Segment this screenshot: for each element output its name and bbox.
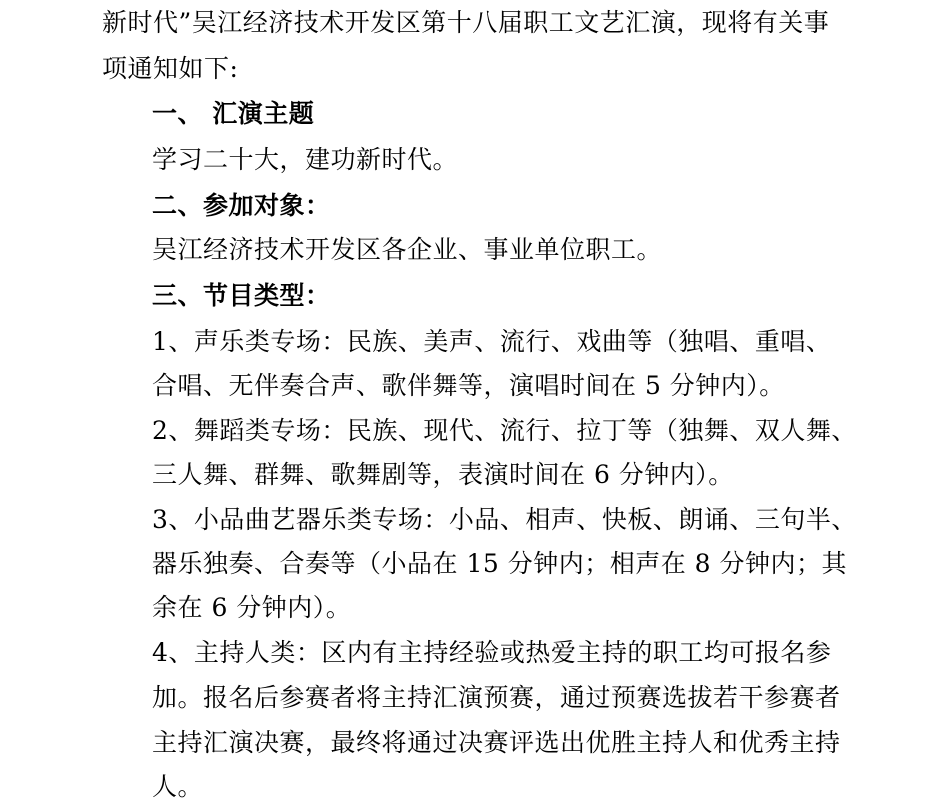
program-item-host-line-2: 加。报名后参赛者将主持汇演预赛，通过预赛选拔若干参赛者 bbox=[152, 683, 841, 712]
section-heading-program-types: 三、节目类型： bbox=[152, 281, 331, 310]
program-item-skit-line-1: 3、小品曲艺器乐类专场：小品、相声、快板、朗诵、三句半、 bbox=[152, 505, 857, 534]
program-item-dance-line-2: 三人舞、群舞、歌舞剧等，表演时间在 6 分钟内）。 bbox=[152, 460, 734, 489]
section-text-theme: 学习二十大，建功新时代。 bbox=[152, 145, 459, 174]
program-item-skit-line-2: 器乐独奏、合奏等（小品在 15 分钟内；相声在 8 分钟内；其 bbox=[152, 549, 848, 578]
program-item-vocal-line-1: 1、声乐类专场：民族、美声、流行、戏曲等（独唱、重唱、 bbox=[152, 327, 832, 356]
program-item-vocal-line-2: 合唱、无伴奏合声、歌伴舞等，演唱时间在 5 分钟内）。 bbox=[152, 371, 785, 400]
section-heading-theme: 一、 汇演主题 bbox=[152, 99, 315, 128]
program-item-host-line-3: 主持汇演决赛，最终将通过决赛评选出优胜主持人和优秀主持 bbox=[152, 728, 841, 757]
program-item-host-line-1: 4、主持人类：区内有主持经验或热爱主持的职工均可报名参 bbox=[152, 638, 832, 667]
program-item-skit-line-3: 余在 6 分钟内）。 bbox=[152, 593, 352, 622]
section-heading-participants: 二、参加对象： bbox=[152, 191, 331, 220]
section-text-participants: 吴江经济技术开发区各企业、事业单位职工。 bbox=[152, 235, 663, 264]
intro-line-1: 新时代”吴江经济技术开发区第十八届职工文艺汇演，现将有关事 bbox=[102, 8, 830, 37]
program-item-dance-line-1: 2、舞蹈类专场：民族、现代、流行、拉丁等（独舞、双人舞、 bbox=[152, 416, 857, 445]
program-item-host-line-4: 人。 bbox=[152, 772, 204, 801]
intro-line-2: 项通知如下: bbox=[102, 54, 239, 83]
